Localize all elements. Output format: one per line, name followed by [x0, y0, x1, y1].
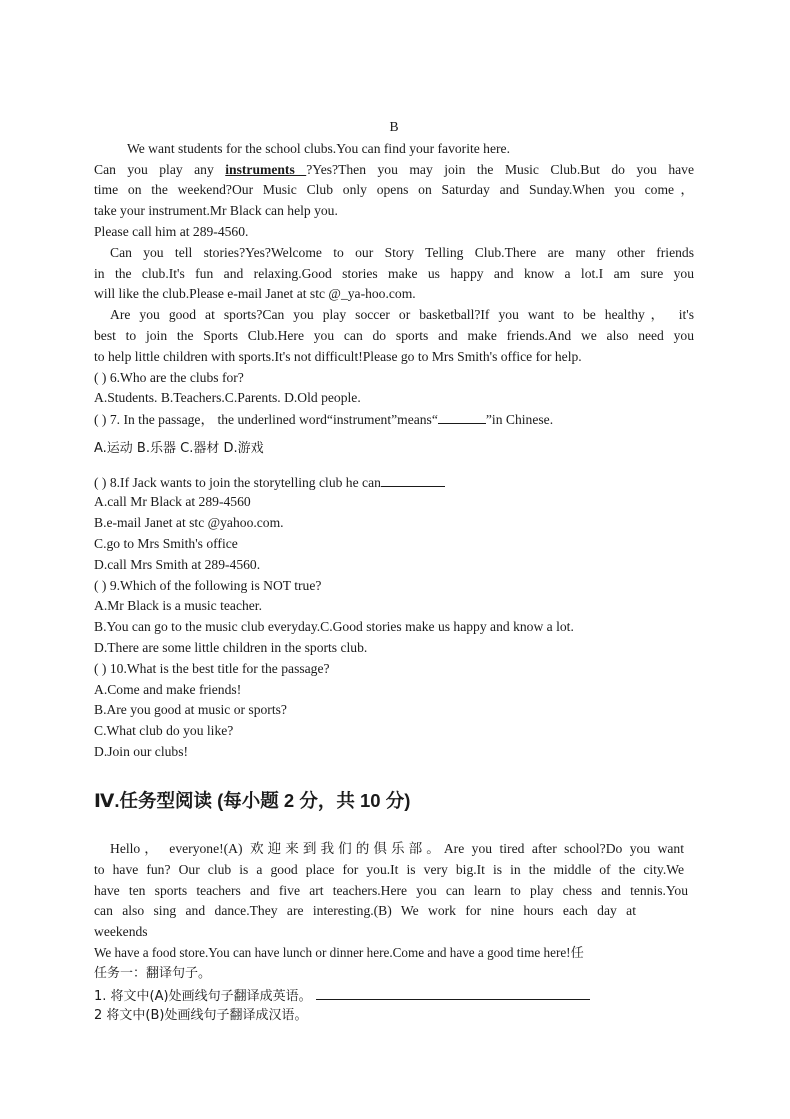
task-1: 1. 将文中(A)处画线句子翻译成英语。 — [94, 987, 694, 1005]
paragraph-line: weekends — [94, 924, 148, 939]
question-8: ( ) 8.If Jack wants to join the storytelling club he can — [94, 474, 694, 491]
paragraph-line: Hello， everyone!(A) 欢迎来到我们的俱乐部。Are you tired after school?Do you want — [110, 841, 684, 856]
answer-blank[interactable] — [316, 987, 590, 1000]
paragraph-line: will like the club.Please e-mail Janet at stc @_ya-hoo.com. — [94, 286, 416, 301]
question-10-option-b: B.Are you good at music or sports? — [94, 702, 287, 717]
question-10-option-a: A.Come and make friends! — [94, 682, 242, 697]
question-9-option-bc: B.You can go to the music club everyday.C.Good stories make us happy and know a lot. — [94, 619, 574, 634]
paragraph-line: best to join the Sports Club.Here you can do sports and make friends.And we also need you — [94, 328, 694, 343]
question-10-option-c: C.What club do you like? — [94, 723, 234, 738]
section-letter: B — [389, 119, 399, 134]
paragraph-line: Can you play any instruments ?Yes?Then you may join the Music Club.But do you have — [94, 162, 694, 177]
underlined-word: instruments — [225, 162, 307, 177]
section-heading: Ⅳ.任务型阅读 (每小题 2 分，共 10 分) — [94, 790, 411, 811]
paragraph-line: We have a food store.You can have lunch or dinner here.Come and have a good time here!任 — [94, 945, 584, 960]
task-2: 2 将文中(B)处画线句子翻译成汉语。 — [94, 1008, 308, 1023]
paragraph-line: Can you tell stories?Yes?Welcome to our Story Telling Club.There are many other friends — [110, 245, 694, 260]
paragraph-line: can also sing and dance.They are interesting.(B) We work for nine hours each day at — [94, 903, 636, 918]
paragraph-line: in the club.It's fun and relaxing.Good stories make us happy and know a lot.I am sure you — [94, 266, 694, 281]
paragraph-line: Are you good at sports?Can you play soccer or basketball?If you want to be healthy， it's — [110, 307, 694, 322]
question-6: ( ) 6.Who are the clubs for? — [94, 370, 244, 385]
question-9: ( ) 9.Which of the following is NOT true? — [94, 578, 322, 593]
question-8-option-c: C.go to Mrs Smith's office — [94, 536, 238, 551]
answer-blank[interactable] — [438, 411, 486, 424]
paragraph-line: have ten sports teachers and five art teachers.Here you can learn to play chess and tennis.You — [94, 883, 688, 898]
paragraph-line: take your instrument.Mr Black can help you. — [94, 203, 338, 218]
question-10: ( ) 10.What is the best title for the passage? — [94, 661, 330, 676]
question-10-option-d: D.Join our clubs! — [94, 744, 189, 759]
task-heading: 任务一：翻译句子。 — [94, 966, 212, 981]
paragraph-line: time on the weekend?Our Music Club only opens on Saturday and Sunday.When you come， — [94, 182, 694, 197]
question-6-options: A.Students. B.Teachers.C.Parents. D.Old people. — [94, 390, 361, 405]
paragraph-line: to help little children with sports.It's not difficult!Please go to Mrs Smith's office for help. — [94, 349, 582, 364]
paragraph-line: We want students for the school clubs.You can find your favorite here. — [127, 141, 510, 156]
paragraph-line: Please call him at 289-4560. — [94, 224, 249, 239]
answer-blank[interactable] — [381, 474, 445, 487]
question-8-option-a: A.call Mr Black at 289-4560 — [94, 494, 251, 509]
question-8-option-b: B.e-mail Janet at stc @yahoo.com. — [94, 515, 284, 530]
paragraph-line: to have fun? Our club is a good place for you.It is very big.It is in the middle of the city.We — [94, 862, 684, 877]
question-7: ( ) 7. In the passage， the underlined word“instrument”means“ ”in Chinese. — [94, 412, 554, 427]
question-9-option-a: A.Mr Black is a music teacher. — [94, 598, 262, 613]
question-7-options: A.运动 B.乐器 C.器材 D.游戏 — [94, 441, 264, 456]
question-9-option-d: D.There are some little children in the sports club. — [94, 640, 368, 655]
question-8-option-d: D.call Mrs Smith at 289-4560. — [94, 557, 261, 572]
